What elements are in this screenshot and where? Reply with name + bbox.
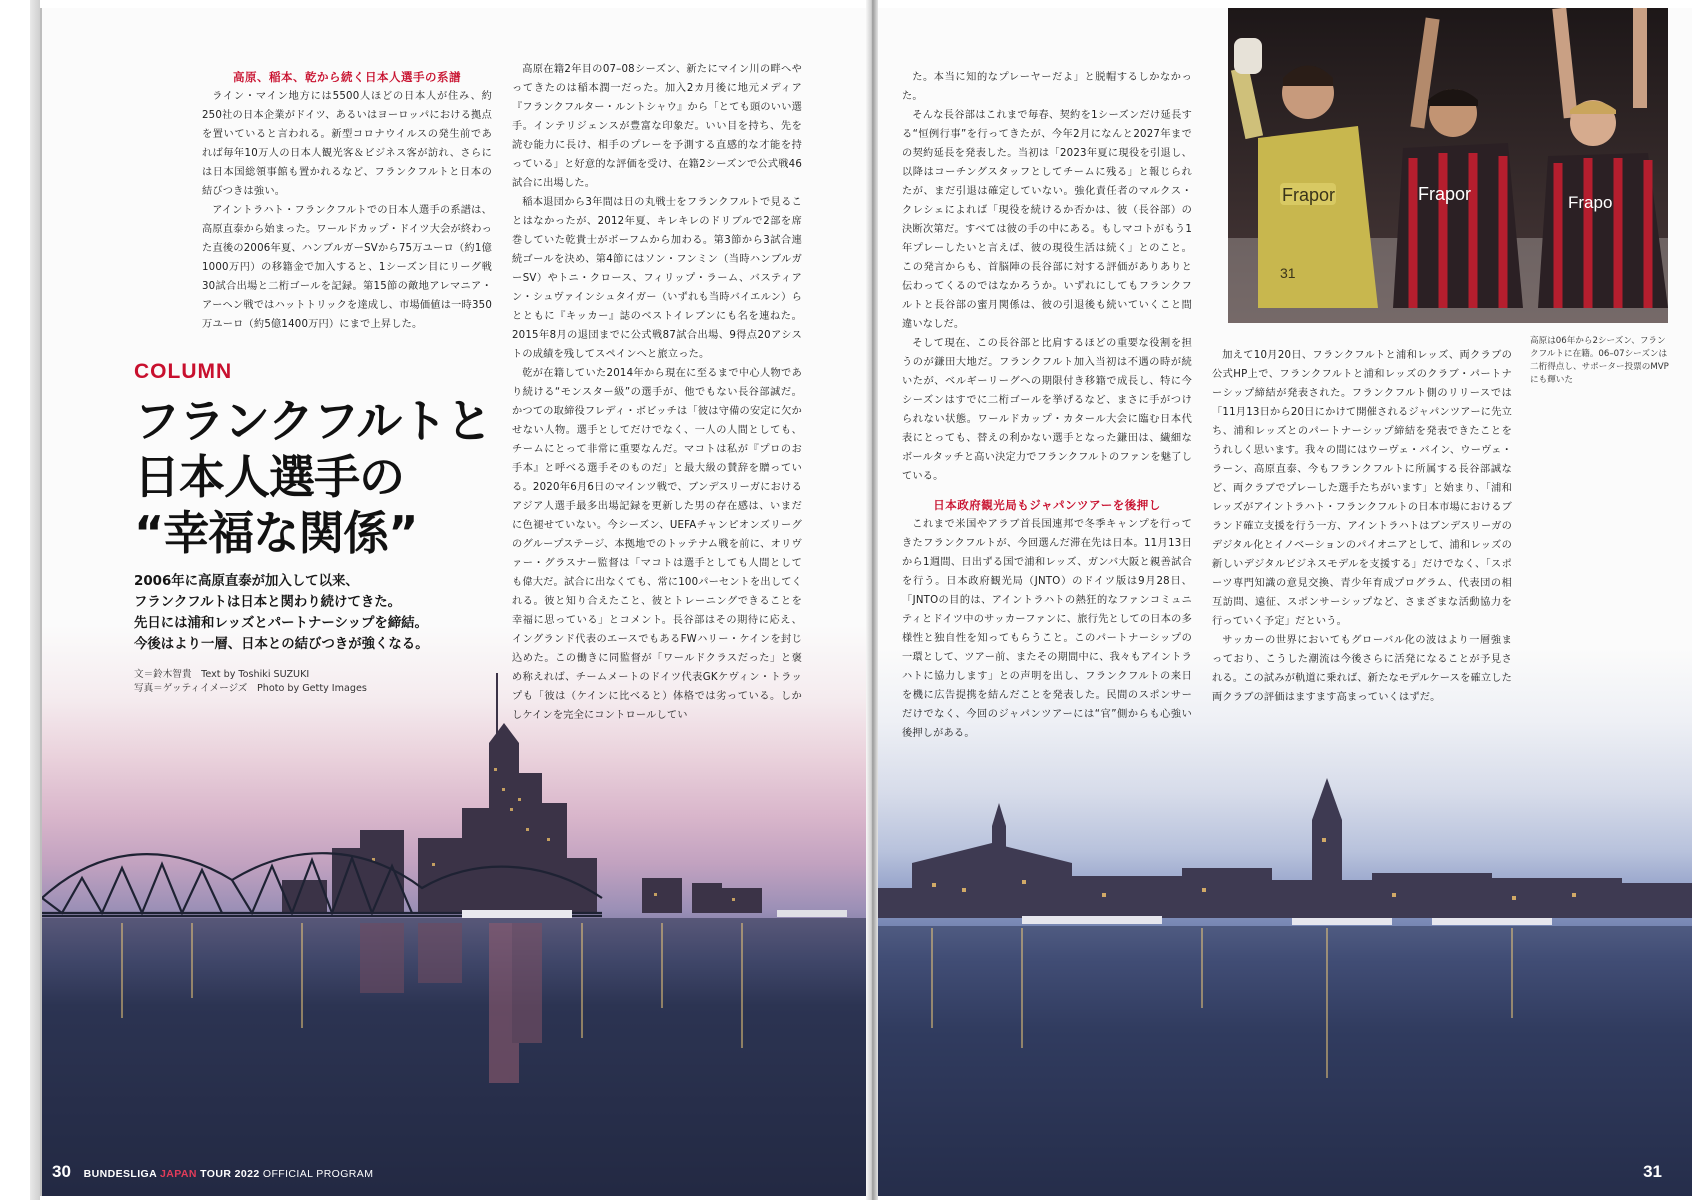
lead-line: 2006年に高原直泰が加入して以来、 [134, 574, 359, 589]
sponsor-text: Frapor [1418, 184, 1472, 204]
folio-left [52, 1162, 373, 1182]
body-paragraph: た。本当に知的なプレーヤーだよ」と脱帽するしかなかった。 [902, 72, 1192, 102]
players-celebration-photo [1228, 8, 1668, 323]
section-subhead: 高原、稲本、乾から続く日本人選手の系譜 [233, 70, 461, 84]
body-paragraph: 加えて10月20日、フランクフルトと浦和レッズ、両クラブの公式HP上で、フランクフルトと浦和レッズのクラブ・パートナーシップ締結が発表された。フランクフルト側のリリースでは「11月13日から20日にかけて開催されるジャパンツアーに先立ち、浦和レッズとのパートナーシップ締結を発表できたことをうれしく思います。我々の間にはウーヴェ・バイン、ウーヴェ・ラーン、高原直泰、今もフランクフルトに所属する長谷部誠など、両クラブでプレーした選手たちがいます」と始まり、「浦和レッズがアイントラハト・フランクフルトの日本市場におけるブランド確立支援を行う一方、アイントラハトはブンデスリーガのデジタル化とイノベーションのパイオニアとして、浦和レッズの新しいデジタルビジネスモデルを支援する」だけでなく、「スポーツ専門知識の意見交換、青少年育成プログラム、代表団の相互訪問、遠征、スポンサーシップなど、さまざまな活動協力を行っていく予定」だという。 [1212, 350, 1512, 627]
page-number: 30 [52, 1162, 71, 1181]
right-column-2 [1212, 346, 1512, 707]
left-column-1 [202, 68, 492, 334]
body-paragraph: 乾が在籍していた2014年から現在に至るまで中心人物であり続ける“モンスター級”の選手が、他でもない長谷部誠だ。かつての取締役フレディ・ボビッチは「彼は守備の安定に欠かせない人物。選手としてだけでなく、一人の人間としても、チームにとって非常に重要なんだ。マコトは私が『プロのお手本』と呼べる選手そのものだ」と最大級の賛辞を贈っている。2020年6月6日のマインツ戦で、ブンデスリーガにおけるアジア人選手最多出場記録を更新した男の存在感は、いまだに色褪せていない。今シーズン、UEFAチャンピオンズリーグのグループステージ、本拠地でのトッテナム戦を前に、オリヴァー・グラスナー監督は「マコトは選手としても人間としても偉大だ。試合に出なくても、常に100パーセントを出してくれる。彼と知り合えたこと、彼とトレーニングできることを幸福に思っている」とコメント。長谷部はその期待に応え、イングランド代表のエースでもあるFWハリー・ケインを封じ込めた。この働きに同監督が「ワールドクラスだった」と褒め称えれば、チームメートのドイツ代表GKケヴィン・トラップも「彼は（ケインに比べると）体格では劣っている。しかしケインを完全にコントロールしてい [512, 368, 802, 721]
section-subhead: 日本政府観光局もジャパンツアーを後押し [933, 498, 1161, 512]
body-paragraph: 稲本退団から3年間は日の丸戦士をフランクフルトで見ることはなかったが、2012年夏、キレキレのドリブルで2部を席巻していた乾貴士がボーフムから加わる。第3節から3試合連続ゴールを決め、第4節にはソン・フンミン（当時ハンブルガーSV）やトニ・クロース、フィリップ・ラーム、バスティアン・シュヴァインシュタイガー（いずれも当時バイエルン）らとともに『キッカー』誌のベストイレブンにも名を連ねた。2015年8月の退団までに公式戦87試合出場、9得点20アシストの成績を残してスペインへと旅立った。 [512, 197, 802, 360]
brand-official-program: OFFICIAL PROGRAM [262, 1168, 374, 1180]
page-number: 31 [1643, 1162, 1662, 1181]
players-illustration [1228, 8, 1668, 323]
right-page [872, 8, 1692, 1196]
body-paragraph: そんな長谷部はこれまで毎春、契約を1シーズンだけ延長する“恒例行事”を行ってきたが、今年2月になんと2027年までの契約延長を発表した。当初は「2023年夏に現役を引退し、以降はコーチングスタッフとしてチームに残る」と報じられたが、まだ引退は確定していない。強化責任者のマルクス・クレシェによれば「現役を続けるか否かは、彼（長谷部）の決断次第だ。すべては彼の手の中にある。もしマコトがもう1年プレーしたいと言えば、彼の現役生活は続く」とのこと。この発言からも、首脳陣の長谷部に対する評価がありありと伝わってくるのではなかろうか。いずれにしてもフランクフルトと長谷部の蜜月関係は、彼の引退後も続いていくこと間違いなしだ。 [902, 110, 1192, 330]
body-paragraph: これまで米国やアラブ首長国連邦で冬季キャンプを行ってきたフランクフルトが、今回選んだ滞在先は日本。11月13日から1週間、日出ずる国で浦和レッズ、ガンバ大阪と親善試合を行う。日本政府観光局（JNTO）のドイツ版は9月28日、「JNTOの目的は、アイントラハトの熱狂的なファンコミュニティとドイツ中のサッカーファンに、旅行先としての日本の多様性と独自性を知ってもらうこと。このパートナーシップの一環として、ツアー前、またその期間中に、我々もアイントラハトに協力します」との声明を出し、フランクフルトの来日を機に広告提携を結んだことを発表した。民間のスポンサーだけでなく、今回のジャパンツアーには“官”側からも心強い後押しがある。 [902, 519, 1192, 739]
lead-line: フランクフルトは日本と関わり続けてきた。 [134, 595, 402, 610]
shirt-number: 31 [1280, 265, 1296, 281]
page-gutter [866, 0, 878, 1200]
text-credit: 文＝鈴木智貴 Text by Toshiki SUZUKI [134, 669, 310, 680]
body-paragraph: そして現在、この長谷部と比肩するほどの重要な役割を担うのが鎌田大地だ。フランクフルト加入当初は不遇の時が続いたが、ベルギーリーグへの期限付き移籍で成長し、特に今シーズンはすでに二桁ゴールを挙げるなど、まさに手がつけられない状態。ワールドカップ・カタール大会に臨む日本代表にとっても、替えの利かない選手となった鎌田は、繊細なボールタッチと高い決定力でフランクフルトのファンを魅了している。 [902, 338, 1192, 482]
photo-credit: 写真＝ゲッティイメージズ Photo by Getty Images [134, 683, 367, 694]
brand-bundesliga: BUNDESLIGA [83, 1168, 161, 1180]
left-page [40, 8, 872, 1196]
body-paragraph: サッカーの世界においてもグローバル化の波はより一層強まっており、こうした潮流は今後さらに活発になることが予見される。この試みが軌道に乗れば、新たなモデルケースを確立した両クラブの評価はますます高まっていくはずだ。 [1212, 635, 1513, 703]
column-label: COLUMN [134, 360, 233, 383]
lead-line: 今後はより一層、日本との結びつきが強くなる。 [134, 637, 429, 652]
left-column-2 [512, 60, 802, 725]
body-paragraph: ライン・マイン地方には5500人ほどの日本人が住み、約250社の日本企業がドイツ、あるいはヨーロッパにおける拠点を置いていると言われる。新型コロナウイルスの発生前であれば毎年10万人の日本人観光客＆ビジネス客が訪れ、さらには日本国総領事館も置かれるなど、フランクフルトと日本の結びつきは強い。 [202, 91, 492, 197]
lead-line: 先日には浦和レッズとパートナーシップを締結。 [134, 616, 428, 631]
brand-tour: TOUR 2022 [196, 1168, 263, 1180]
credits [134, 668, 367, 696]
article-lead [134, 571, 514, 655]
photo-caption: 高原は06年から2シーズン、フランクフルトに在籍。06–07シーズンは二桁得点し、サポーター投票のMVPにも輝いた [1530, 336, 1669, 385]
headline-line: 日本人選手の [134, 450, 404, 504]
right-column-1 [902, 68, 1192, 743]
headline-line: フランクフルトと [134, 394, 492, 448]
article-headline [134, 393, 554, 561]
headline-line: “幸福な関係” [134, 506, 418, 560]
sponsor-text: Frapo [1568, 193, 1613, 212]
sponsor-text: Frapor [1282, 185, 1336, 205]
brand-japan: JAPAN [160, 1168, 197, 1180]
program-brand [84, 1168, 374, 1180]
scan-edge [30, 0, 40, 1200]
body-paragraph: 高原在籍2年目の07–08シーズン、新たにマイン川の畔へやってきたのは稲本潤一だった。加入2カ月後に地元メディア『フランクフルター・ルントシャウ』から「とても頭のいい選手。インテリジェンスが豊富な印象だ。いい目を持ち、先を読む能力に長け、相手のプレーを予測する直感的な才能を持っている」と好意的な評価を受け、在籍2シーズンで公式戦46試合に出場した。 [512, 64, 802, 189]
body-paragraph: アイントラハト・フランクフルトでの日本人選手の系譜は、高原直泰から始まった。ワールドカップ・ドイツ大会が終わった直後の2006年夏、ハンブルガーSVから75万ユーロ（約1億1000万円）の移籍金で加入すると、1シーズン目にリーグ戦30試合出場と二桁ゴールを記録。第15節の敵地アレマニア・アーヘン戦ではハットトリックを達成し、市場価値は一時350万ユーロ（約5億1400万円）にまで上昇した。 [202, 205, 492, 330]
